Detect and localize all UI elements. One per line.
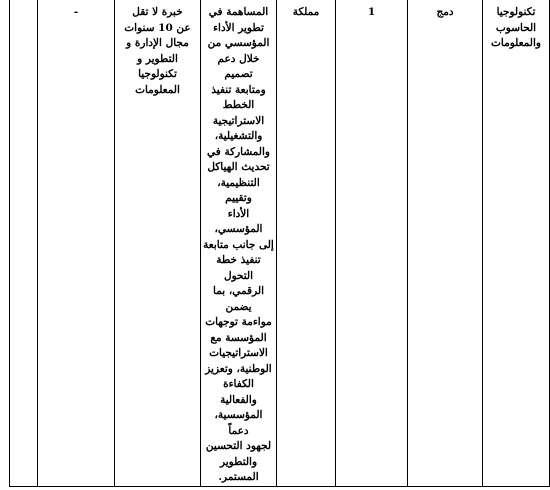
cell-number: 1: [336, 0, 408, 486]
cell-blank: [10, 0, 38, 486]
cell-country: مملكة: [277, 0, 336, 486]
cell-description: المساهمة في تطوير الأداء المؤسسي من خلال دعم تصميم ومتابعة تنفيذ الخطط الاستراتيجية والتشغيلية، والمشاركة في تحديث الهياكل التنظيمية، وتقييم الأداء المؤسسي، إلى جانب متابعة تنفيذ خطة التحول الرقمي، بما يضمن مواءمة توجهات المؤسسة مع الاستراتيجيات الوطنية، وتعزيز الكفاءة والفعالية المؤسسية، دعماً لجهود التحسين والتطوير المستمر.: [201, 0, 277, 486]
job-requirements-table: [9, 0, 550, 487]
table-row: [10, 0, 550, 486]
cell-field: تكنولوجيا الحاسوب والمعلومات: [483, 0, 550, 486]
cell-merge: دمج: [408, 0, 483, 486]
cell-experience: خبرة لا تقل عن 10 سنوات مجال الإدارة و التطوير و تكنولوجيا المعلومات: [115, 0, 201, 486]
cell-dash: -: [38, 0, 115, 486]
